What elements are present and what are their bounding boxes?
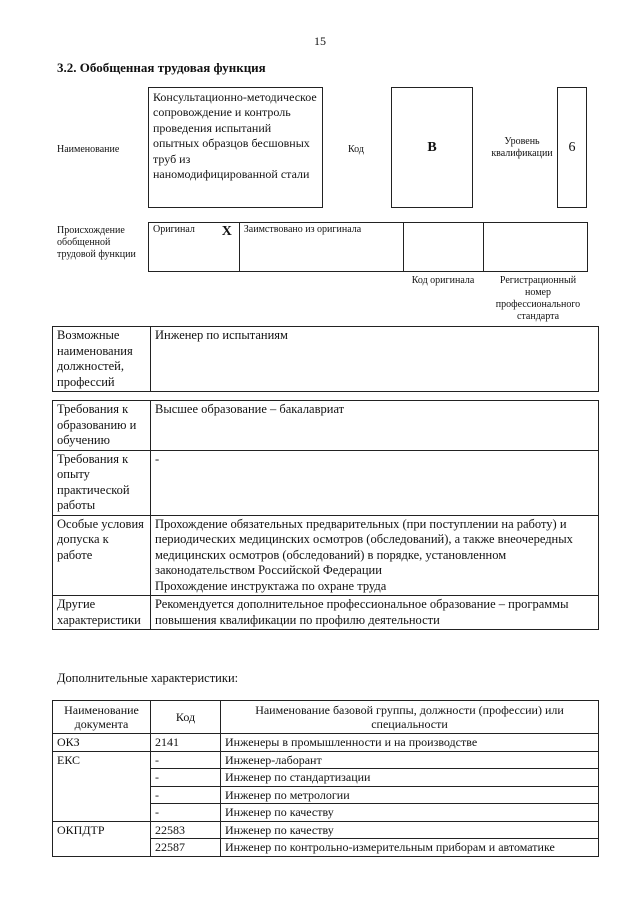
- function-name-box: [148, 87, 323, 208]
- row-name: Инженер по стандартизации: [221, 769, 599, 787]
- requirement-row: [53, 596, 599, 630]
- header-name: Наименование базовой группы, должности (профессии) или специальности: [221, 701, 599, 734]
- level-box: [557, 87, 587, 208]
- section-title: 3.2. Обобщенная трудовая функция: [57, 60, 266, 75]
- positions-value: Инженер по испытаниям: [151, 327, 599, 392]
- requirement-label: Требования к образованию и обучению: [53, 401, 151, 451]
- code-original-caption: Код оригинала: [411, 275, 475, 286]
- level-label: Уровень квалификации: [491, 136, 553, 159]
- table-row: [53, 751, 599, 769]
- code-original-cell: [403, 223, 483, 272]
- row-code: -: [151, 769, 221, 787]
- row-doc: ОКЗ: [53, 734, 151, 752]
- additional-header-row: [53, 701, 599, 734]
- requirement-row: [53, 401, 599, 451]
- row-name: Инженер по контрольно-измерительным приборам и автоматике: [221, 839, 599, 857]
- row-doc: ОКПДТР: [53, 821, 151, 856]
- requirement-row: [53, 515, 599, 596]
- row-name: Инженеры в промышленности и на производстве: [221, 734, 599, 752]
- table-row: [53, 734, 599, 752]
- requirement-value: Высшее образование – бакалавриат: [151, 401, 599, 451]
- requirement-value: -: [151, 450, 599, 515]
- requirements-table: [52, 400, 599, 630]
- table-row: [53, 821, 599, 839]
- row-code: 2141: [151, 734, 221, 752]
- row-code: -: [151, 751, 221, 769]
- row-code: -: [151, 804, 221, 822]
- row-name: Инженер-лаборант: [221, 751, 599, 769]
- borrowed-label: Заимствовано из оригинала: [239, 223, 403, 272]
- positions-label: Возможные наименования должностей, профессий: [53, 327, 151, 392]
- row-doc: ЕКС: [53, 751, 151, 821]
- reg-number-caption: Регистрационный номер профессионального стандарта: [495, 275, 581, 322]
- row-code: -: [151, 786, 221, 804]
- header-code: Код: [151, 701, 221, 734]
- positions-table: [52, 326, 599, 392]
- additional-title: Дополнительные характеристики:: [57, 671, 239, 685]
- requirement-value-secondary: Прохождение инструктажа по охране труда: [155, 578, 387, 593]
- name-label: Наименование: [57, 144, 120, 155]
- code-value: B: [427, 139, 437, 155]
- reg-number-cell: [483, 223, 587, 272]
- original-label: Оригинал: [149, 223, 215, 272]
- row-code: 22587: [151, 839, 221, 857]
- additional-table: [52, 700, 599, 857]
- function-name-value: Консультационно-методическое сопровождение и контроль проведения испытаний опытных образцов бесшовных труб из наномодифицированной стали: [153, 90, 317, 182]
- row-code: 22583: [151, 821, 221, 839]
- origin-table: [148, 222, 588, 272]
- header-doc: Наименование документа: [53, 701, 151, 734]
- requirement-value: Рекомендуется дополнительное профессиональное образование – программы повышения квалификации по профилю деятельности: [151, 596, 599, 630]
- row-name: Инженер по качеству: [221, 804, 599, 822]
- requirement-label: Другие характеристики: [53, 596, 151, 630]
- code-label: Код: [348, 144, 364, 155]
- requirement-value-cell: [151, 515, 599, 596]
- original-mark: X: [215, 223, 239, 272]
- row-name: Инженер по качеству: [221, 821, 599, 839]
- requirement-label: Особые условия допуска к работе: [53, 515, 151, 596]
- origin-label: Происхождение обобщенной трудовой функции: [57, 225, 136, 260]
- requirement-row: [53, 450, 599, 515]
- code-box: [391, 87, 473, 208]
- page-number: 15: [314, 34, 326, 48]
- level-value: 6: [568, 139, 576, 155]
- row-name: Инженер по метрологии: [221, 786, 599, 804]
- requirement-label: Требования к опыту практической работы: [53, 450, 151, 515]
- requirement-value: Прохождение обязательных предварительных (при поступлении на работу) и периодических медицинских осмотров (обследований), а также внеочередных медицинских осмотров (обследований) в порядке, установленном законодательством Российской Федерации: [155, 516, 573, 577]
